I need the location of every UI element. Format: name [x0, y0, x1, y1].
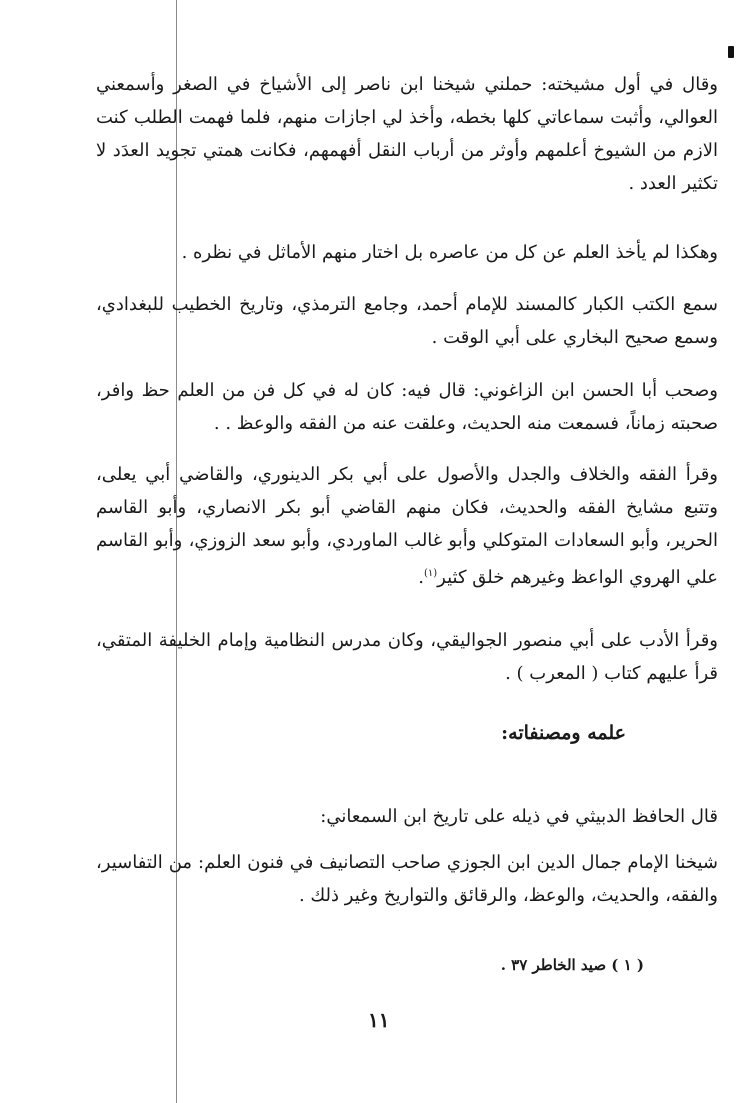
- footnote-reference: (١): [423, 568, 438, 579]
- paragraph-zaghouni: [96, 374, 718, 440]
- paragraph-quote: شيخنا الإمام جمال الدين ابن الجوزي صاحب التصانيف في فنون العلم: من التفاسير، والفقه، والحديث، والوعظ، والرقائق والتواريخ وغير ذلك .: [96, 852, 718, 906]
- paragraph-fiqh-teachers-text: وقرأ الفقه والخلاف والجدل والأصول على أبي بكر الدينوري، والقاضي أبي يعلى، وتتبع مشايخ الفقه والحديث، فكان منهم القاضي أبو بكر الانصاري، وأبو القاسم الحرير، وأبو السعادات المتوكلي وأبو غالب الماوردي، وأبو سعد الزوزي، وأبو القاسم علي الهروي الواعظ وغيرهم خلق كثير: [96, 464, 718, 588]
- paragraph-zaghouni-text: وصحب أبا الحسن ابن الزاغوني: قال فيه: كان له في كل فن من العلم حظ وافر، صحبته زماناً، فسمعت منه الحديث، وعلقت عنه من الفقه والوعظ . .: [96, 380, 718, 434]
- paragraph-selection: وهكذا لم يأخذ العلم عن كل من عاصره بل اختار منهم الأماثل في نظره .: [181, 242, 718, 263]
- footnote: ( ١ ) صيد الخاطر ٣٧ .: [500, 956, 644, 974]
- paragraph-adab: وقرأ الأدب على أبي منصور الجواليقي، وكان مدرس النظامية وإمام الخليفة المتقي، قرأ عليهم كتاب ( المعرب ) .: [96, 630, 718, 684]
- paragraph-fiqh-teachers: [96, 458, 718, 594]
- paragraph-dubaythi: قال الحافظ الدبيثي في ذيله على تاريخ ابن السمعاني:: [320, 806, 718, 827]
- paragraph-mashyakha: وقال في أول مشيخته: حملني شيخنا ابن ناصر إلى الأشياخ في الصغر وأسمعني العوالي، وأثبت سماعاتي كلها بخطه، وأخذ لي اجازات منهم، فلما فهمت الطلب كنت الازم من الشيوخ أعلمهم وأوثر من أرباب النقل أفهمهم، فكانت همتي تجويد العدَد لا تكثير العدد .: [96, 74, 718, 194]
- paragraph-fiqh-teachers-end: .: [418, 567, 424, 588]
- section-heading: علمه ومصنفاته:: [501, 722, 626, 744]
- scan-edge-mark: [728, 46, 734, 58]
- paragraph-books-heard: سمع الكتب الكبار كالمسند للإمام أحمد، وجامع الترمذي، وتاريخ الخطيب للبغدادي، وسمع صحيح البخاري على أبي الوقت .: [96, 294, 718, 348]
- page-number: ١١: [368, 1008, 390, 1032]
